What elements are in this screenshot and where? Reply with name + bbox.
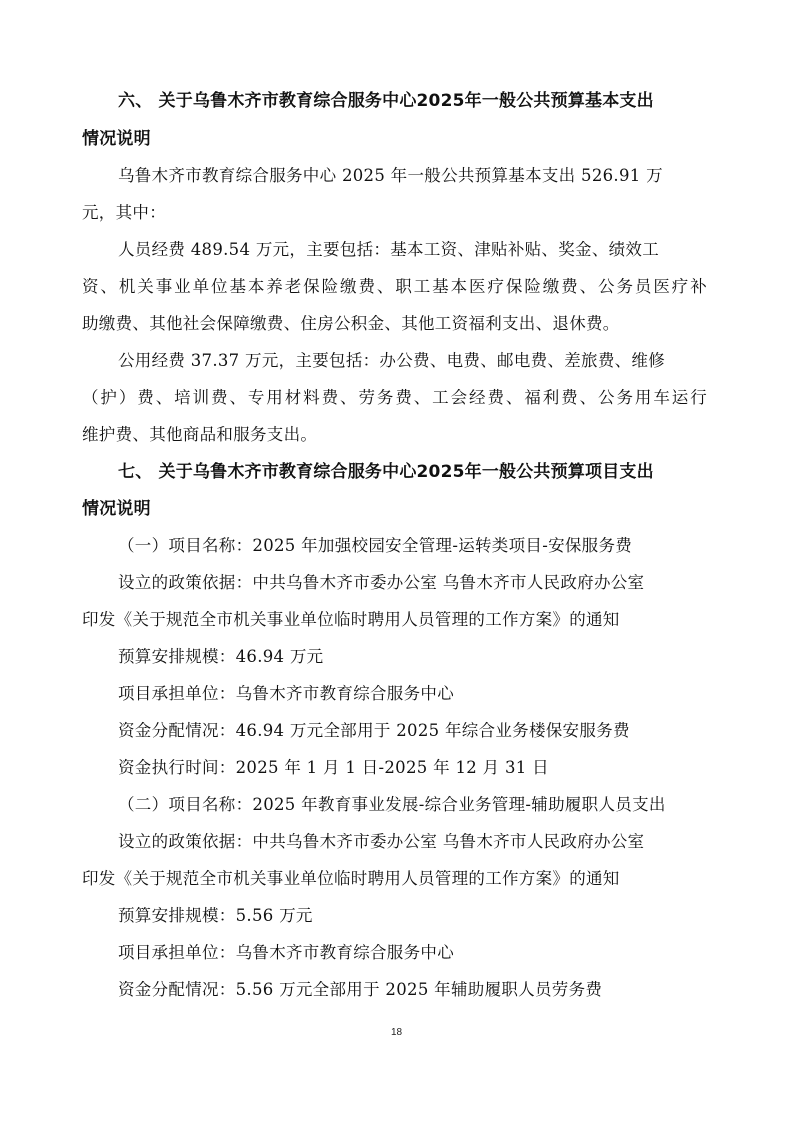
page-number: 18 bbox=[390, 1027, 403, 1038]
section6-paragraph: 乌鲁木齐市教育综合服务中心 2025 年一般公共预算基本支出 526.91 万 bbox=[118, 166, 663, 185]
project1-period: 资金执行时间：2025 年 1 月 1 日-2025 年 12 月 31 日 bbox=[118, 758, 549, 777]
section6-title-cont: 情况说明 bbox=[82, 129, 151, 149]
personnel-expense-paragraph: 助缴费、其他社会保障缴费、住房公积金、其他工资福利支出、退休费。 bbox=[82, 314, 620, 333]
personnel-expense-paragraph: 人员经费 489.54 万元，主要包括：基本工资、津贴补贴、奖金、绩效工 bbox=[118, 240, 660, 259]
project1-allocation: 资金分配情况：46.94 万元全部用于 2025 年综合业务楼保安服务费 bbox=[118, 721, 630, 740]
personnel-expense-paragraph: 资、机关事业单位基本养老保险缴费、职工基本医疗保险缴费、公务员医疗补 bbox=[82, 277, 707, 296]
project1-policy-basis: 设立的政策依据：中共乌鲁木齐市委办公室 乌鲁木齐市人民政府办公室 bbox=[118, 573, 645, 592]
project1-policy-basis: 印发《关于规范全市机关事业单位临时聘用人员管理的工作方案》的通知 bbox=[82, 610, 620, 629]
section7-title: 七、 关于乌鲁木齐市教育综合服务中心2025年一般公共预算项目支出 bbox=[118, 462, 654, 482]
section6-paragraph: 元，其中： bbox=[82, 203, 166, 222]
project2-budget-scale: 预算安排规模：5.56 万元 bbox=[118, 906, 313, 925]
project2-policy-basis: 设立的政策依据：中共乌鲁木齐市委办公室 乌鲁木齐市人民政府办公室 bbox=[118, 832, 645, 851]
project1-unit: 项目承担单位：乌鲁木齐市教育综合服务中心 bbox=[118, 684, 454, 703]
section7-title-cont: 情况说明 bbox=[82, 499, 151, 519]
public-expense-paragraph: （护）费、培训费、专用材料费、劳务费、工会经费、福利费、公务用车运行 bbox=[82, 388, 707, 407]
project2-name: （二）项目名称：2025 年教育事业发展-综合业务管理-辅助履职人员支出 bbox=[118, 795, 666, 814]
project1-name: （一）项目名称：2025 年加强校园安全管理-运转类项目-安保服务费 bbox=[118, 536, 633, 555]
project1-budget-scale: 预算安排规模：46.94 万元 bbox=[118, 647, 324, 666]
project2-policy-basis: 印发《关于规范全市机关事业单位临时聘用人员管理的工作方案》的通知 bbox=[82, 869, 620, 888]
project2-unit: 项目承担单位：乌鲁木齐市教育综合服务中心 bbox=[118, 943, 454, 962]
project2-allocation: 资金分配情况：5.56 万元全部用于 2025 年辅助履职人员劳务费 bbox=[118, 980, 603, 999]
public-expense-paragraph: 维护费、其他商品和服务支出。 bbox=[82, 425, 318, 444]
section6-title: 六、 关于乌鲁木齐市教育综合服务中心2025年一般公共预算基本支出 bbox=[118, 91, 654, 111]
public-expense-paragraph: 公用经费 37.37 万元，主要包括：办公费、电费、邮电费、差旅费、维修 bbox=[118, 351, 666, 370]
